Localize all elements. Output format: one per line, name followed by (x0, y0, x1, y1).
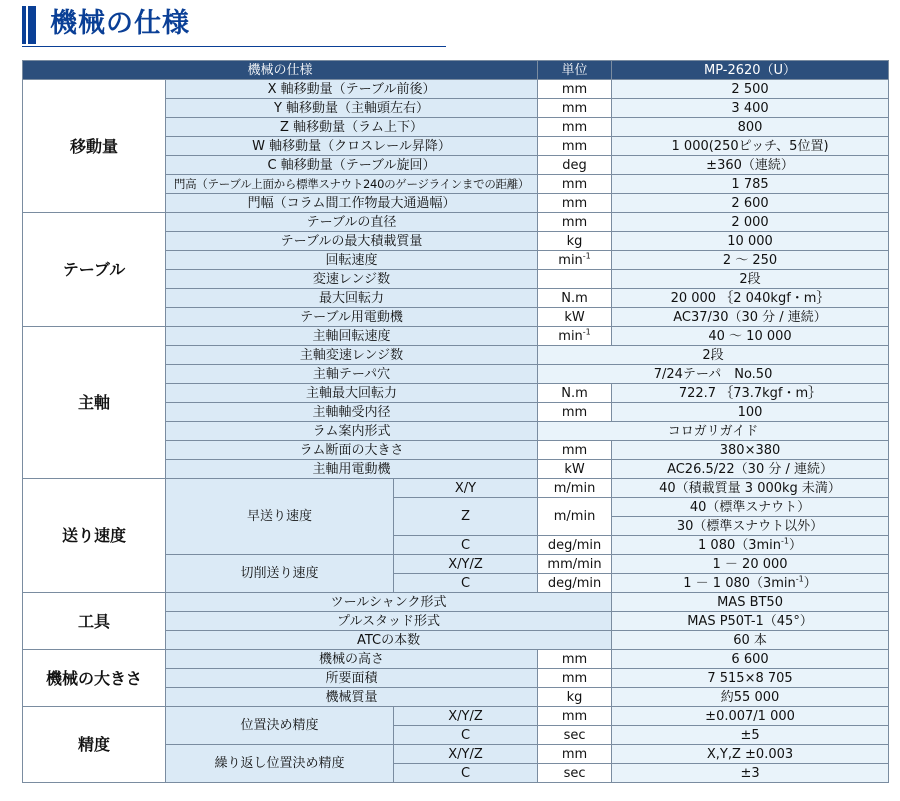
value-cell: 1 785 (612, 175, 889, 194)
unit-cell: mm (538, 441, 612, 460)
page-title: 機械の仕様 (50, 8, 190, 39)
unit-cell (538, 270, 612, 289)
unit-cell: kW (538, 460, 612, 479)
unit-cell: mm (538, 175, 612, 194)
unit-cell: deg (538, 156, 612, 175)
value-cell: 1 － 1 $080(3\min^{-1})$ (612, 574, 889, 593)
value-cell: ±5 (612, 726, 889, 745)
value-cell: X,Y,Z ±0.003 (612, 745, 889, 764)
value-cell: 1 $080(3\min^{-1})$ (612, 536, 889, 555)
unit-cell: m/min (538, 479, 612, 498)
item-label: 主軸テーパ穴 (166, 365, 538, 384)
item-label: 門幅（コラム間工作物最大通過幅） (166, 194, 538, 213)
unit-cell: sec (538, 726, 612, 745)
item-label: Y 軸移動量（主軸頭左右） (166, 99, 538, 118)
category-accuracy: 精度 (23, 707, 166, 783)
item-label: Z 軸移動量（ラム上下） (166, 118, 538, 137)
value-cell: 2 500 (612, 80, 889, 99)
item-label: 早送り速度 (166, 479, 394, 555)
unit-cell: mm (538, 137, 612, 156)
value-cell: 10 000 (612, 232, 889, 251)
value-cell: AC37/30（30 分 / 連続） (612, 308, 889, 327)
item-label: 主軸回転速度 (166, 327, 538, 346)
value-cell: MAS P50T-1（45°） (612, 612, 889, 631)
value-cell: ±360（連続） (612, 156, 889, 175)
item-label: 回転速度 (166, 251, 538, 270)
value-cell: MAS BT50 (612, 593, 889, 612)
unit-cell: mm (538, 403, 612, 422)
spec-table (22, 60, 889, 783)
value-cell: 20 000 ｛2 040kgf・m｝ (612, 289, 889, 308)
unit-cell: N.m (538, 289, 612, 308)
unit-cell: kW (538, 308, 612, 327)
axis-cell: C (394, 536, 538, 555)
value-cell: 7 515×8 705 (612, 669, 889, 688)
item-label: 所要面積 (166, 669, 538, 688)
value-cell: 1 － 20 000 (612, 555, 889, 574)
value-cell: 40 ～ 10 000 (612, 327, 889, 346)
value-cell: 2 ～ 250 (612, 251, 889, 270)
value-cell: 380×380 (612, 441, 889, 460)
page-title-block (22, 4, 446, 46)
value-cell: 6 600 (612, 650, 889, 669)
unit-cell: kg (538, 232, 612, 251)
item-label: 繰り返し位置決め精度 (166, 745, 394, 783)
table-header-row (23, 61, 889, 80)
category-spindle: 主軸 (23, 327, 166, 479)
axis-cell: X/Y/Z (394, 707, 538, 726)
value-cell: 約55 000 (612, 688, 889, 707)
table-row (23, 80, 889, 99)
value-cell: 2段 (612, 270, 889, 289)
unit-cell: N.m (538, 384, 612, 403)
axis-cell: X/Y/Z (394, 745, 538, 764)
item-label: ATCの本数 (166, 631, 612, 650)
unit-cell: mm (538, 707, 612, 726)
item-label: 変速レンジ数 (166, 270, 538, 289)
unit-cell: mm (538, 194, 612, 213)
value-cell: ±0.007/1 000 (612, 707, 889, 726)
value-cell: 40（標準スナウト） (612, 498, 889, 517)
axis-cell: C (394, 764, 538, 783)
unit-cell: sec (538, 764, 612, 783)
item-label: テーブルの最大積載質量 (166, 232, 538, 251)
table-row (23, 479, 889, 498)
value-cell: 7/24テーパ No.50 (538, 365, 889, 384)
value-cell: 722.7 ｛73.7kgf・m｝ (612, 384, 889, 403)
header-unit: 単位 (538, 61, 612, 80)
category-table: テーブル (23, 213, 166, 327)
category-feed: 送り速度 (23, 479, 166, 593)
unit-cell: mm (538, 118, 612, 137)
header-model: MP-2620（U） (612, 61, 889, 80)
unit-cell: mm/min (538, 555, 612, 574)
value-cell: 60 本 (612, 631, 889, 650)
unit-cell: $\min^{-1}$ (538, 327, 612, 346)
axis-cell: X/Y (394, 479, 538, 498)
value-cell: ±3 (612, 764, 889, 783)
value-cell: AC26.5/22（30 分 / 連続） (612, 460, 889, 479)
item-label: 主軸用電動機 (166, 460, 538, 479)
unit-cell: mm (538, 80, 612, 99)
table-row (23, 593, 889, 612)
item-label: プルスタッド形式 (166, 612, 612, 631)
value-cell: 2 000 (612, 213, 889, 232)
item-label: 主軸最大回転力 (166, 384, 538, 403)
unit-cell: $\min^{-1}$ (538, 251, 612, 270)
axis-cell: C (394, 726, 538, 745)
item-label: 最大回転力 (166, 289, 538, 308)
value-cell: 30（標準スナウト以外） (612, 517, 889, 536)
item-label: 機械の高さ (166, 650, 538, 669)
table-row (23, 327, 889, 346)
unit-cell: m/min (538, 498, 612, 536)
item-label: 主軸軸受内径 (166, 403, 538, 422)
axis-cell: X/Y/Z (394, 555, 538, 574)
item-label: 門高（テーブル上面から標準スナウト240のゲージラインまでの距離） (166, 175, 538, 194)
unit-cell: mm (538, 745, 612, 764)
value-cell: 100 (612, 403, 889, 422)
category-tool: 工具 (23, 593, 166, 650)
item-label: 主軸変速レンジ数 (166, 346, 538, 365)
unit-cell: mm (538, 650, 612, 669)
axis-cell: Z (394, 498, 538, 536)
unit-cell: deg/min (538, 536, 612, 555)
axis-cell: C (394, 574, 538, 593)
title-accent-bar (22, 6, 36, 44)
item-label: ラム断面の大きさ (166, 441, 538, 460)
value-cell: 3 400 (612, 99, 889, 118)
item-label: テーブル用電動機 (166, 308, 538, 327)
item-label: C 軸移動量（テーブル旋回） (166, 156, 538, 175)
value-cell: 2 600 (612, 194, 889, 213)
value-cell: 2段 (538, 346, 889, 365)
unit-cell: kg (538, 688, 612, 707)
item-label: W 軸移動量（クロスレール昇降） (166, 137, 538, 156)
category-size: 機械の大きさ (23, 650, 166, 707)
unit-cell: mm (538, 213, 612, 232)
item-label: 切削送り速度 (166, 555, 394, 593)
table-row (23, 213, 889, 232)
item-label: 位置決め精度 (166, 707, 394, 745)
value-cell: 1 000(250ピッチ、5位置) (612, 137, 889, 156)
item-label: X 軸移動量（テーブル前後） (166, 80, 538, 99)
title-underline (22, 46, 446, 47)
value-cell: 800 (612, 118, 889, 137)
item-label: ツールシャンク形式 (166, 593, 612, 612)
unit-cell: deg/min (538, 574, 612, 593)
item-label: 機械質量 (166, 688, 538, 707)
header-item: 機械の仕様 (23, 61, 538, 80)
unit-cell: mm (538, 669, 612, 688)
item-label: ラム案内形式 (166, 422, 538, 441)
unit-cell: mm (538, 99, 612, 118)
value-cell: 40（積載質量 3 000kg 未満） (612, 479, 889, 498)
value-cell: コロガリガイド (538, 422, 889, 441)
category-move: 移動量 (23, 80, 166, 213)
table-row (23, 650, 889, 669)
table-row (23, 707, 889, 726)
item-label: テーブルの直径 (166, 213, 538, 232)
